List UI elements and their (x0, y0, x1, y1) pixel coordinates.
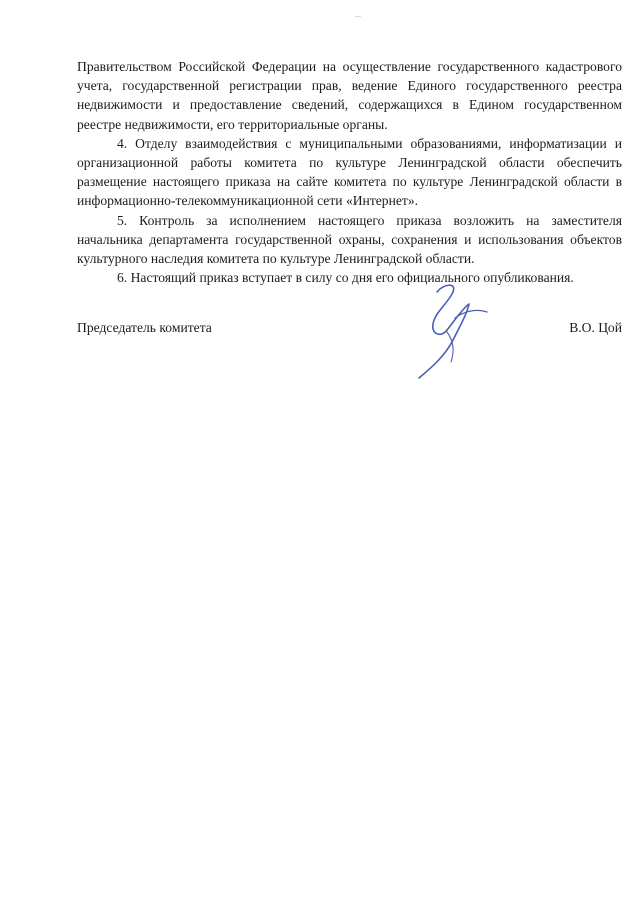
paragraph-item-4: 4. Отделу взаимодействия с муниципальными образованиями, информатизации и организационной работы комитета по культуре Ленинградской области обеспечить размещение настоящего приказа на сайте комитета по культуре Ленинградской области в информационно-телекоммуникационной сети «Интернет». (77, 135, 622, 209)
handwritten-signature (395, 278, 505, 386)
scan-artifact (355, 16, 361, 17)
paragraph-item-6: 6. Настоящий приказ вступает в силу со дня его официального опубликования. (117, 270, 574, 286)
signatory-name: В.О. Цой (569, 320, 622, 335)
signatory-title: Председатель комитета (77, 320, 212, 335)
paragraph-item-5: 5. Контроль за исполнением настоящего приказа возложить на заместителя начальника департамента государственной охраны, сохранения и использования объектов культурного наследия комитета по культуре Ленинградской области. (77, 212, 622, 267)
document-body (77, 57, 622, 287)
paragraph-continuation: Правительством Российской Федерации на осуществление государственного кадастрового учета, государственной регистрации прав, ведение Единого государственного реестра недвижимости и предоставление сведений, содержащихся в Едином государственном реестре недвижимости, его территориальные органы. (77, 59, 622, 132)
